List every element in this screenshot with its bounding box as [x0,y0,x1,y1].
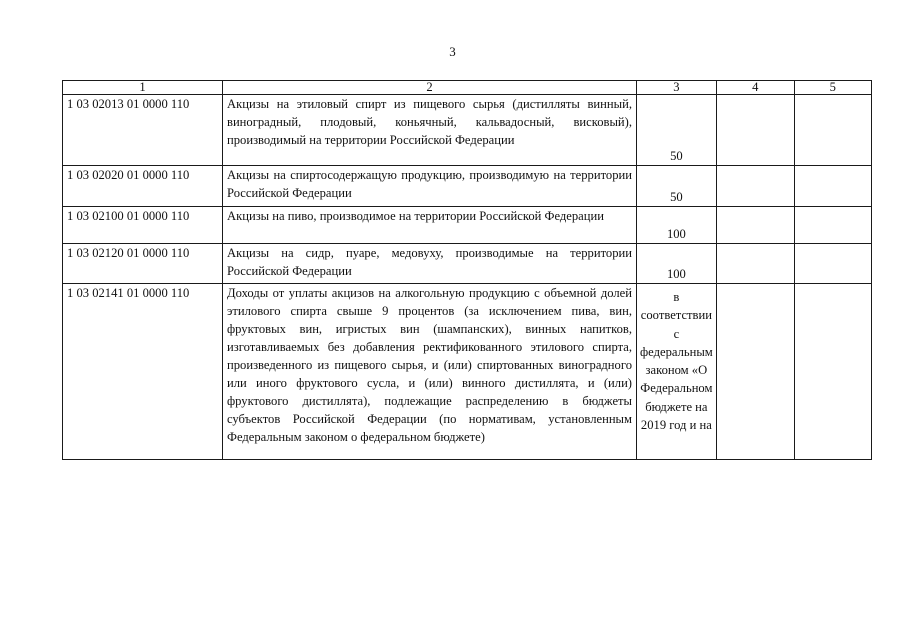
empty-cell [716,244,794,284]
description-cell: Доходы от уплаты акцизов на алкогольную продукцию с объемной долей этилового спирта свыше 9 процентов (за исключением пива, вин, фруктовых вин, игристых вин (шампанских), винных напитков, изготавливаемых без добавления ректификованного этилового спирта, произведенного из пищевого сырья, и (или) спиртованных виноградного или иного фруктового сусла, и (или) винного дистиллята, и (или) фруктового дистиллята), подлежащие распределению в бюджеты субъектов Российской Федерации (по нормативам, установленным Федеральным законом о федеральном бюджете) [223,284,637,460]
description-cell: Акцизы на пиво, производимое на территории Российской Федерации [223,207,637,244]
rate-cell: 100 [637,244,717,284]
empty-cell [794,166,871,207]
table-row [63,207,872,244]
empty-cell [794,207,871,244]
budget-code-cell: 1 03 02141 01 0000 110 [63,284,223,460]
description-cell: Акцизы на этиловый спирт из пищевого сырья (дистилляты винный, виноградный, плодовый, коньячный, кальвадосный, висковый), производимый на территории Российской Федерации [223,95,637,166]
revenue-table [62,80,872,460]
page-number: 3 [449,44,456,59]
rate-cell: 50 [637,95,717,166]
column-header: 5 [794,81,871,95]
table-header-row [63,81,872,95]
empty-cell [716,95,794,166]
empty-cell [794,244,871,284]
empty-cell [794,95,871,166]
rate-cell: в соответствии с федеральным законом «О Федеральном бюджете на 2019 год и на [637,284,717,460]
column-header: 4 [716,81,794,95]
budget-code-cell: 1 03 02120 01 0000 110 [63,244,223,284]
column-header: 1 [63,81,223,95]
empty-cell [716,284,794,460]
description-cell: Акцизы на спиртосодержащую продукцию, производимую на территории Российской Федерации [223,166,637,207]
table-row [63,284,872,460]
table-row [63,244,872,284]
rate-cell: 50 [637,166,717,207]
column-header: 2 [223,81,637,95]
empty-cell [716,207,794,244]
table-row [63,95,872,166]
empty-cell [716,166,794,207]
column-header: 3 [637,81,717,95]
budget-code-cell: 1 03 02020 01 0000 110 [63,166,223,207]
budget-code-cell: 1 03 02013 01 0000 110 [63,95,223,166]
rate-cell: 100 [637,207,717,244]
empty-cell [794,284,871,460]
budget-code-cell: 1 03 02100 01 0000 110 [63,207,223,244]
table-row [63,166,872,207]
description-cell: Акцизы на сидр, пуаре, медовуху, производимые на территории Российской Федерации [223,244,637,284]
